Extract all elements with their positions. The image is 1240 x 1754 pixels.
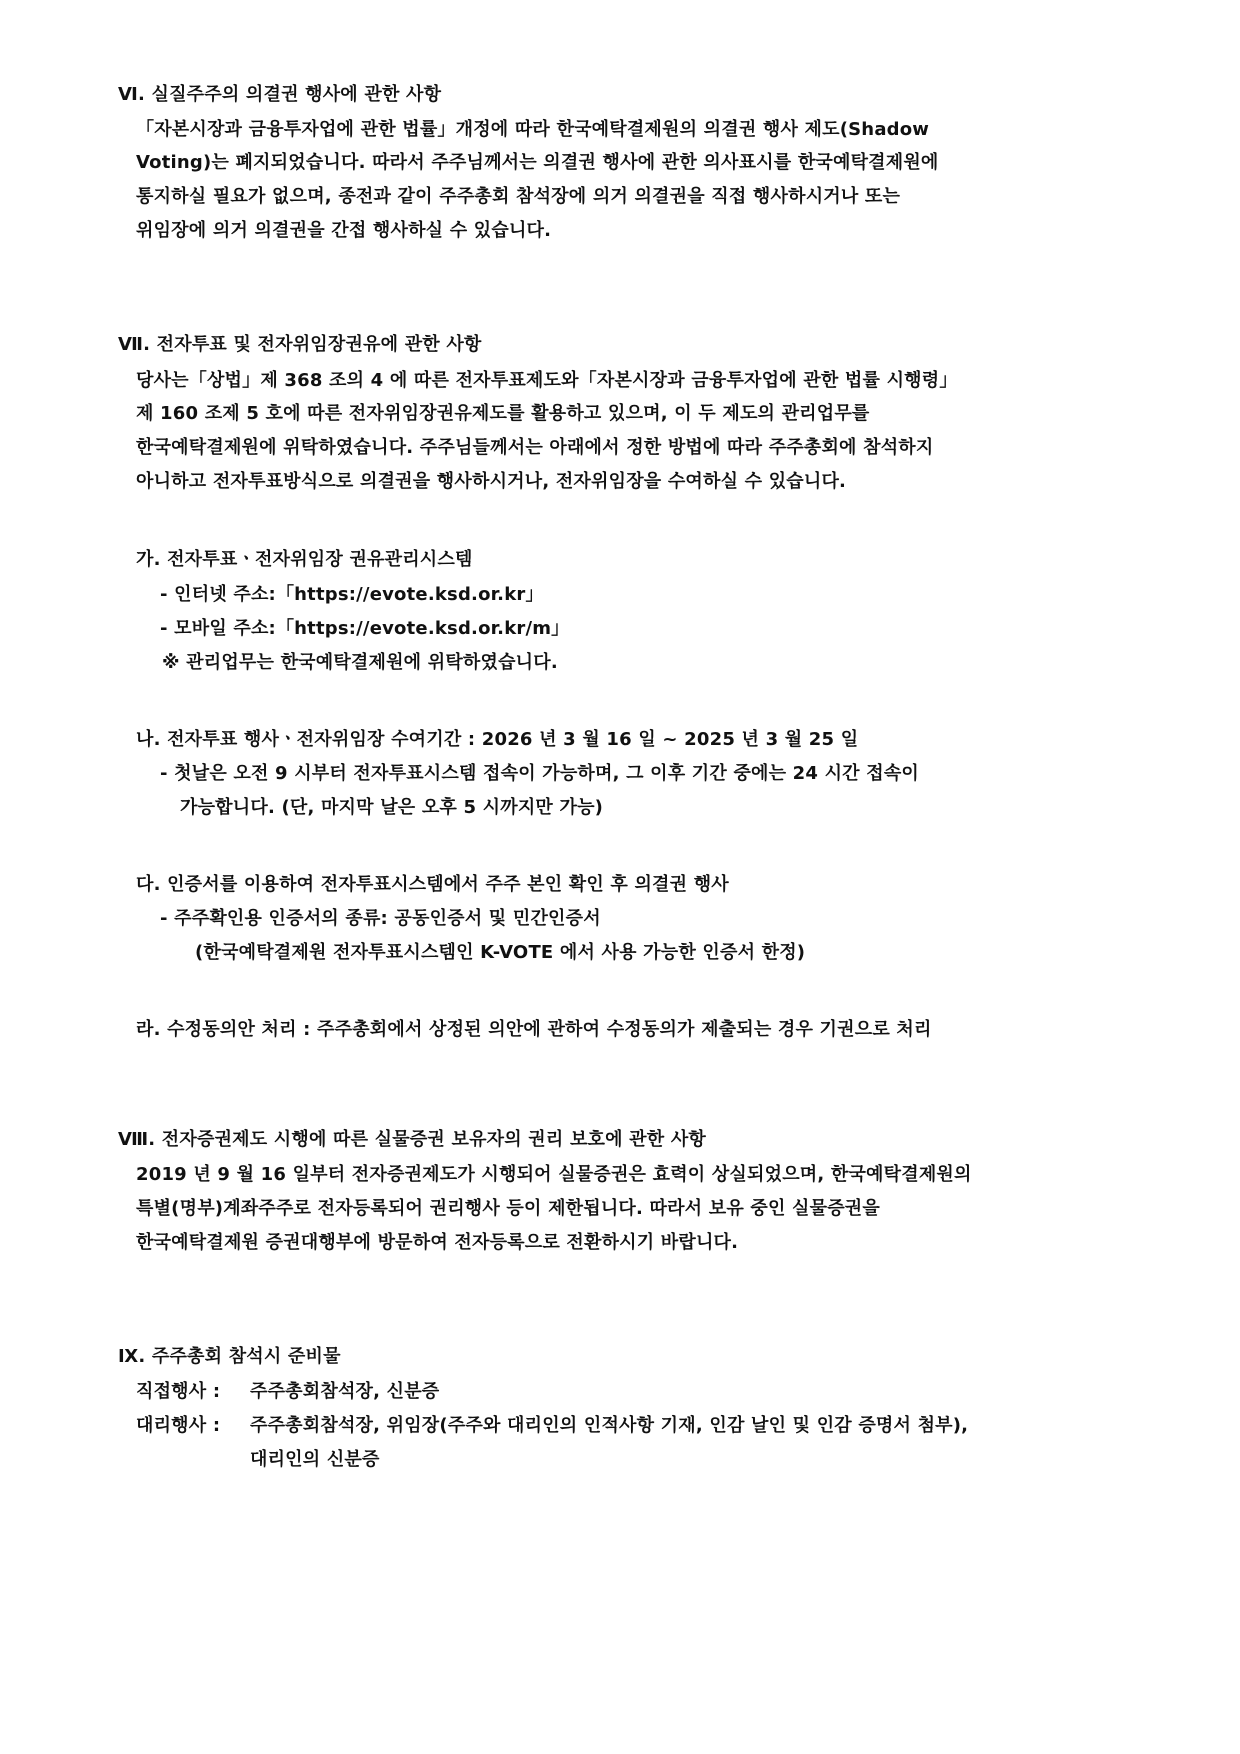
item-ra-title: 라. 수정동의안 처리 : 주주총회에서 상정된 의안에 관하여 수정동의가 제출되는 경우 기권으로 처리	[136, 1019, 932, 1040]
section8-line-3: 한국예탁결제원 증권대행부에 방문하여 전자등록으로 전환하시기 바랍니다.	[136, 1232, 739, 1253]
item-na-title: 나. 전자투표 행사ㆍ전자위임장 수여기간 : 2026 년 3 월 16 일 ~ 2025 년 3 월 25 일	[136, 729, 859, 750]
item-da-line-1: - 주주확인용 인증서의 종류: 공동인증서 및 민간인증서	[160, 908, 601, 929]
proxy-exercise-value-1: 주주총회참석장, 위임장(주주와 대리인의 인적사항 기재, 인감 날인 및 인감 증명서 첨부),	[250, 1415, 969, 1436]
direct-exercise-label: 직접행사 :	[136, 1381, 221, 1402]
item-na-line-1: - 첫날은 오전 9 시부터 전자투표시스템 접속이 가능하며, 그 이후 기간 중에는 24 시간 접속이	[160, 763, 919, 784]
item-ga-title: 가. 전자투표ㆍ전자위임장 권유관리시스템	[136, 549, 473, 570]
section8-heading: Ⅷ. 전자증권제도 시행에 따른 실물증권 보유자의 권리 보호에 관한 사항	[118, 1129, 707, 1150]
mobile-address: - 모바일 주소:「https://evote.ksd.or.kr/m」	[160, 618, 570, 639]
section9-heading: Ⅸ. 주주총회 참석시 준비물	[118, 1346, 341, 1367]
direct-exercise-value: 주주총회참석장, 신분증	[250, 1381, 440, 1402]
section6-line-3: 통지하실 필요가 없으며, 종전과 같이 주주총회 참석장에 의거 의결권을 직접 행사하시거나 또는	[136, 186, 901, 207]
section7-heading: Ⅶ. 전자투표 및 전자위임장권유에 관한 사항	[118, 334, 482, 355]
section8-line-1: 2019 년 9 월 16 일부터 전자증권제도가 시행되어 실물증권은 효력이 상실되었으며, 한국예탁결제원의	[136, 1164, 972, 1185]
section6-heading: Ⅵ. 실질주주의 의결권 행사에 관한 사항	[118, 84, 442, 105]
management-note: ※ 관리업무는 한국예탁결제원에 위탁하였습니다.	[162, 652, 558, 673]
section7-line-1: 당사는「상법」제 368 조의 4 에 따른 전자투표제도와「자본시장과 금융투자업에 관한 법률 시행령」	[136, 370, 958, 391]
proxy-exercise-value-2: 대리인의 신분증	[250, 1449, 380, 1470]
section7-line-4: 아니하고 전자투표방식으로 의결권을 행사하시거나, 전자위임장을 수여하실 수 있습니다.	[136, 471, 847, 492]
item-da-title: 다. 인증서를 이용하여 전자투표시스템에서 주주 본인 확인 후 의결권 행사	[136, 874, 729, 895]
section7-line-2: 제 160 조제 5 호에 따른 전자위임장권유제도를 활용하고 있으며, 이 두 제도의 관리업무를	[136, 403, 870, 424]
item-na-line-2: 가능합니다. (단, 마지막 날은 오후 5 시까지만 가능)	[180, 797, 604, 818]
section6-line-4: 위임장에 의거 의결권을 간접 행사하실 수 있습니다.	[136, 220, 552, 241]
section7-line-3: 한국예탁결제원에 위탁하였습니다. 주주님들께서는 아래에서 정한 방법에 따라 주주총회에 참석하지	[136, 437, 934, 458]
internet-address: - 인터넷 주소:「https://evote.ksd.or.kr」	[160, 584, 544, 605]
section8-line-2: 특별(명부)계좌주주로 전자등록되어 권리행사 등이 제한됩니다. 따라서 보유 중인 실물증권을	[136, 1198, 880, 1219]
section6-line-1: 「자본시장과 금융투자업에 관한 법률」개정에 따라 한국예탁결제원의 의결권 행사 제도(Shadow	[136, 119, 930, 140]
proxy-exercise-label: 대리행사 :	[136, 1415, 221, 1436]
item-da-line-2: (한국예탁결제원 전자투표시스템인 K-VOTE 에서 사용 가능한 인증서 한정)	[195, 942, 806, 963]
section6-line-2: Voting)는 폐지되었습니다. 따라서 주주님께서는 의결권 행사에 관한 의사표시를 한국예탁결제원에	[136, 152, 939, 173]
